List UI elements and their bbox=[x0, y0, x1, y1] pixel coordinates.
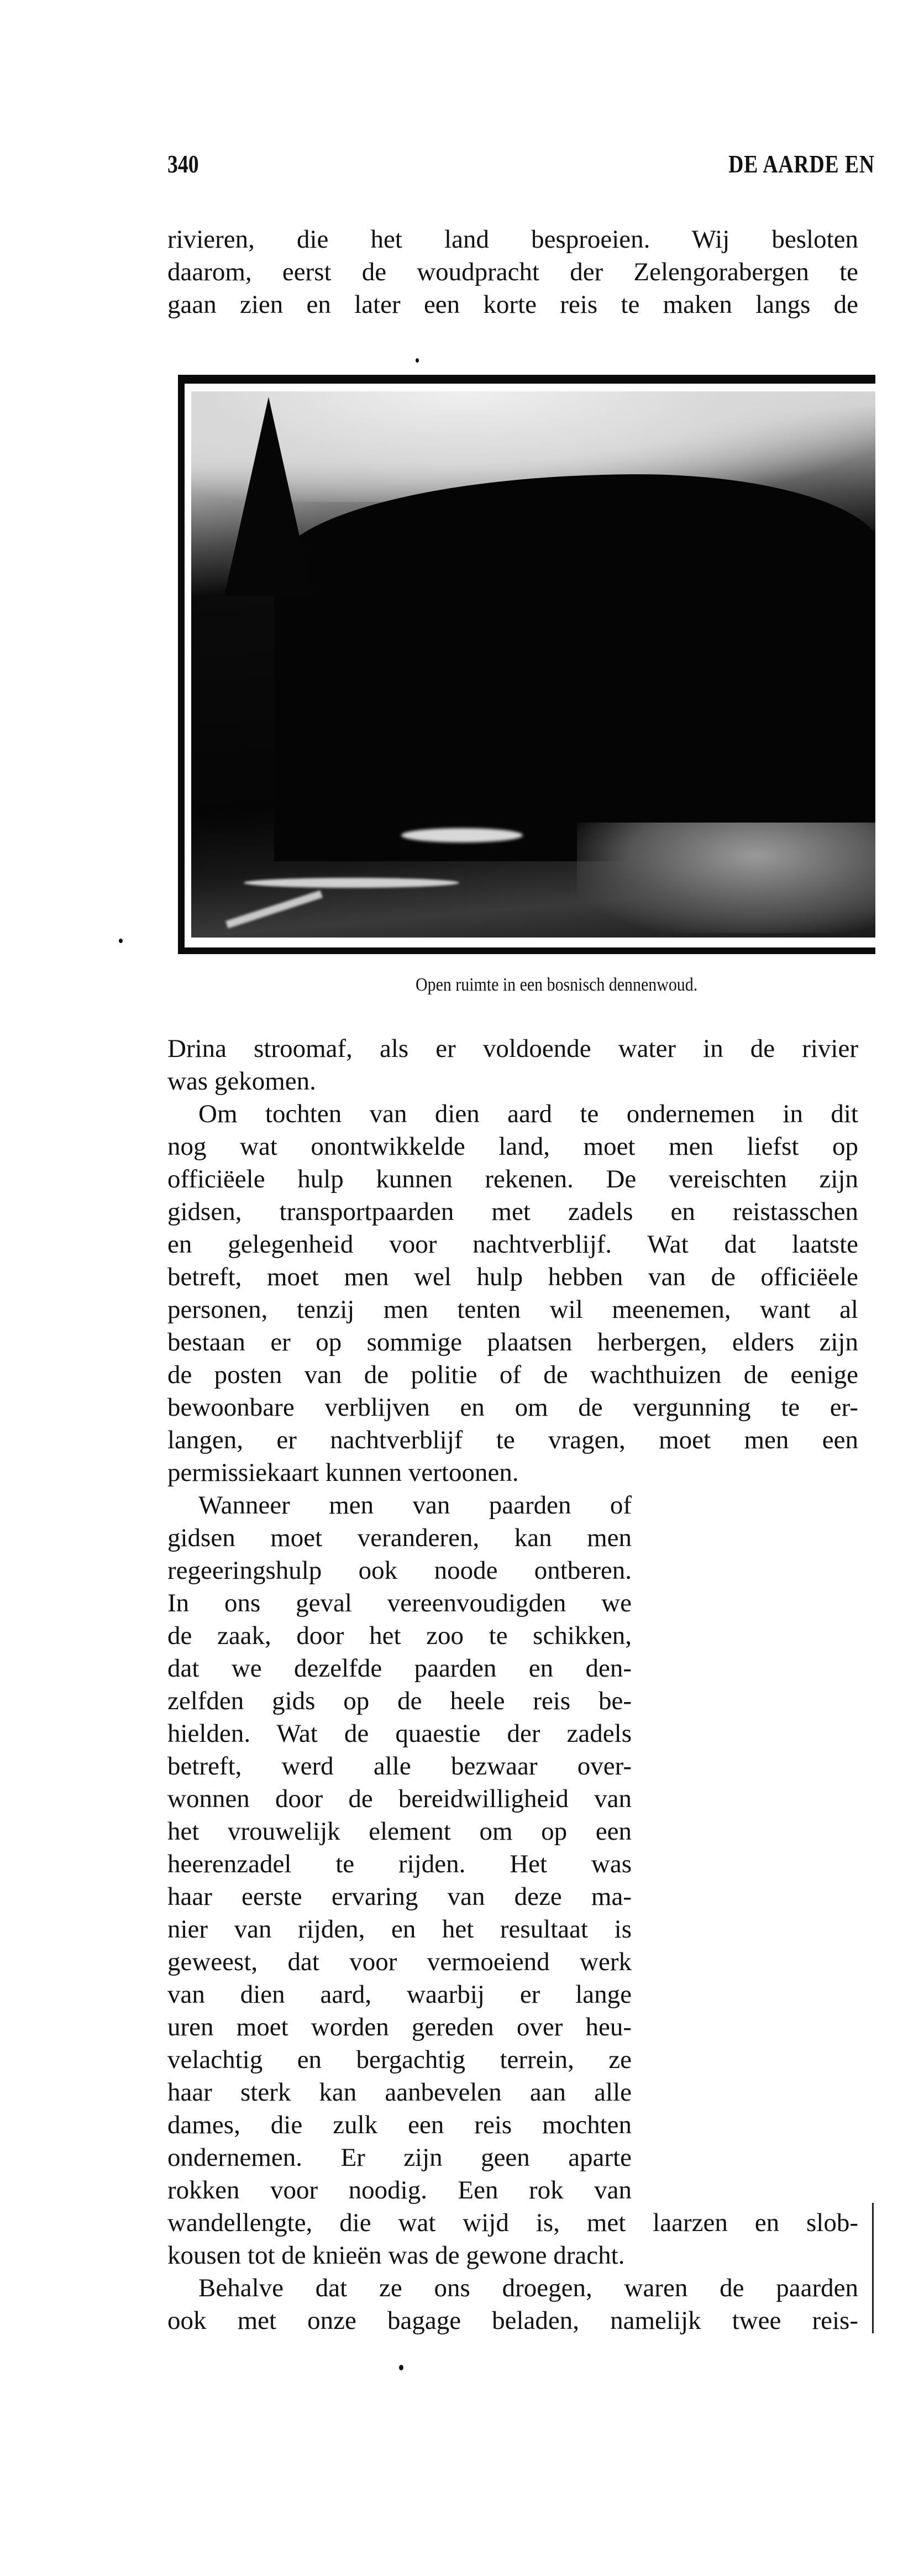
photo-clearing-patch bbox=[401, 828, 523, 842]
text-line: gidsen moet veranderen, kan men bbox=[167, 1523, 632, 1552]
running-head bbox=[167, 149, 875, 182]
photo-forest bbox=[274, 474, 875, 861]
text-line: hielden. Wat de quaestie der zadels bbox=[167, 1719, 632, 1748]
text-line: officiëele hulp kunnen rekenen. De vereischten zijn bbox=[167, 1165, 858, 1193]
text-line: ondernemen. Er zijn geen aparte bbox=[167, 2143, 632, 2172]
running-title: DE AARDE EN bbox=[728, 150, 875, 178]
figure-caption: Open ruimte in een bosnisch dennenwoud. bbox=[416, 975, 698, 995]
text-line: betreft, werd alle bezwaar over- bbox=[167, 1752, 632, 1781]
photo-clearing-patch bbox=[244, 878, 459, 888]
text-line: gaan zien en later een korte reis te maken langs de bbox=[167, 290, 858, 319]
text-line: In ons geval vereenvoudigden we bbox=[167, 1589, 632, 1617]
text-line: nog wat onontwikkelde land, moet men liefst op bbox=[167, 1132, 858, 1161]
print-speck bbox=[119, 939, 123, 943]
text-line: gidsen, transportpaarden met zadels en reistasschen bbox=[167, 1197, 858, 1226]
text-line: kousen tot de knieën was de gewone dracht. bbox=[167, 2241, 625, 2270]
text-line: permissiekaart kunnen vertoonen. bbox=[167, 1458, 519, 1487]
text-line: geweest, dat voor vermoeiend werk bbox=[167, 1947, 632, 1976]
photo-figure bbox=[178, 375, 875, 954]
page-number: 340 bbox=[167, 150, 199, 178]
text-line: Wanneer men van paarden of bbox=[198, 1491, 632, 1520]
text-line: haar eerste ervaring van deze ma- bbox=[167, 1882, 632, 1911]
text-line: Om tochten van dien aard te ondernemen in dit bbox=[198, 1099, 858, 1128]
text-line: daarom, eerst de woudpracht der Zelengorabergen te bbox=[167, 258, 858, 286]
text-line: zelfden gids op de heele reis be- bbox=[167, 1687, 632, 1715]
text-line: personen, tenzij men tenten wil meenemen, want al bbox=[167, 1295, 858, 1324]
text-line: en gelegenheid voor nachtverblijf. Wat dat laatste bbox=[167, 1230, 858, 1259]
text-line: rivieren, die het land besproeien. Wij besloten bbox=[167, 225, 858, 254]
photo-pine-tree bbox=[224, 397, 313, 596]
text-line: heerenzadel te rijden. Het was bbox=[167, 1850, 632, 1878]
text-line: haar sterk kan aanbevelen aan alle bbox=[167, 2078, 632, 2107]
text-line: was gekomen. bbox=[167, 1067, 316, 1096]
text-line: de posten van de politie of de wachthuizen de eenige bbox=[167, 1360, 858, 1389]
text-line: Behalve dat ze ons droegen, waren de paarden bbox=[198, 2274, 858, 2302]
forest-clearing-photo bbox=[191, 391, 875, 938]
photo-streak bbox=[225, 891, 323, 929]
print-speck bbox=[399, 2365, 403, 2370]
photo-ground bbox=[577, 823, 875, 933]
text-line: ook met onze bagage beladen, namelijk twee reis- bbox=[167, 2306, 858, 2335]
text-line: uren moet worden gereden over heu- bbox=[167, 2013, 632, 2041]
text-line: wandellengte, die wat wijd is, met laarzen en slob- bbox=[167, 2208, 858, 2237]
text-line: betreft, moet men wel hulp hebben van de officiëele bbox=[167, 1263, 858, 1291]
text-line: nier van rijden, en het resultaat is bbox=[167, 1915, 632, 1944]
text-line: velachtig en bergachtig terrein, ze bbox=[167, 2045, 632, 2074]
text-line: regeeringshulp ook noode ontberen. bbox=[167, 1556, 632, 1585]
text-line: langen, er nachtverblijf te vragen, moet men een bbox=[167, 1426, 858, 1454]
text-line: van dien aard, waarbij er lange bbox=[167, 1980, 632, 2009]
text-line: dat we dezelfde paarden en den- bbox=[167, 1654, 632, 1683]
text-line: bewoonbare verblijven en om de vergunning te er- bbox=[167, 1393, 858, 1422]
print-speck bbox=[416, 358, 419, 363]
text-line: Drina stroomaf, als er voldoende water in de rivier bbox=[167, 1034, 858, 1063]
text-line: de zaak, door het zoo te schikken, bbox=[167, 1621, 632, 1650]
text-line: het vrouwelijk element om op een bbox=[167, 1817, 632, 1846]
text-line: wonnen door de bereidwilligheid van bbox=[167, 1784, 632, 1813]
text-line: rokken voor noodig. Een rok van bbox=[167, 2176, 632, 2205]
margin-rule bbox=[872, 2203, 874, 2333]
text-line: bestaan er op sommige plaatsen herbergen, elders zijn bbox=[167, 1328, 858, 1357]
text-line: dames, die zulk een reis mochten bbox=[167, 2111, 632, 2139]
